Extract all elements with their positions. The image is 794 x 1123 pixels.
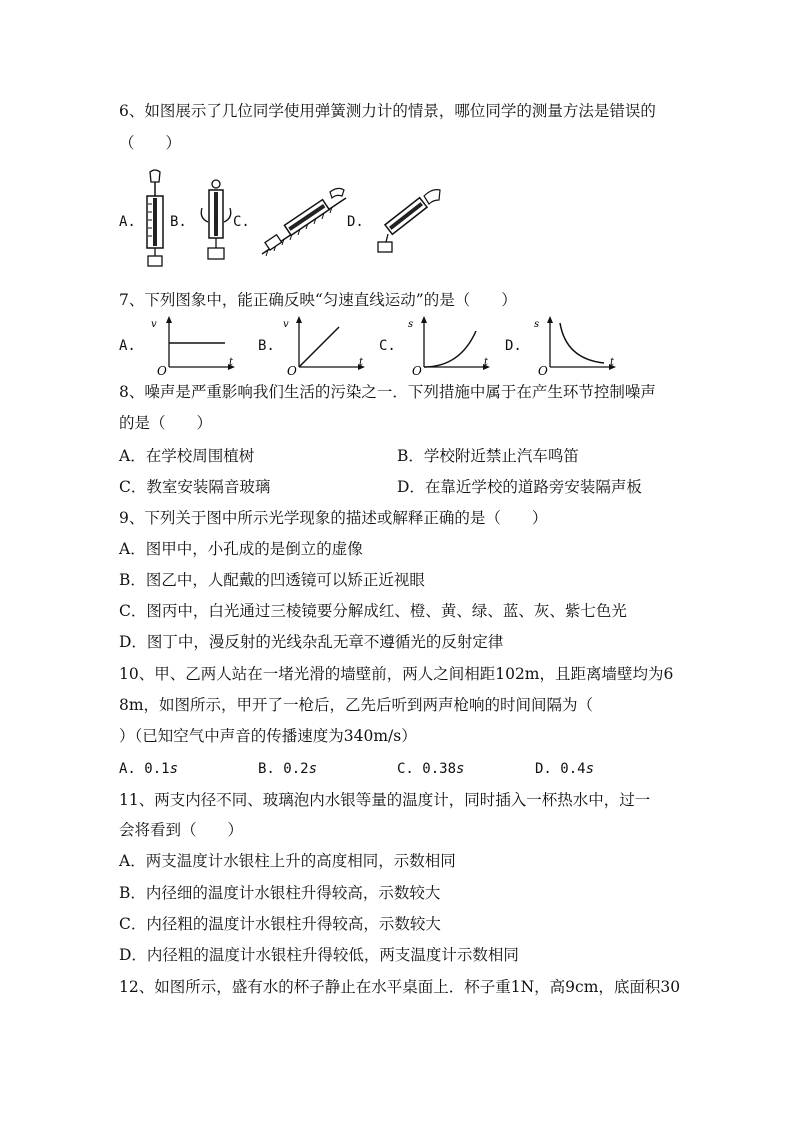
q7-graph-c-xlabel: t — [484, 357, 489, 368]
q9-option-c: C．图丙中，白光通过三棱镜要分解成红、橙、黄、绿、蓝、灰、紫七色光 — [119, 602, 627, 620]
q7-graph-b — [277, 313, 369, 375]
q7-graph-c-origin: O — [412, 364, 422, 375]
q7-graph-c — [402, 313, 494, 375]
q11-option-b: B．内径细的温度计水银柱升得较高，示数较大 — [119, 884, 441, 902]
q11-stem-line1: 11、两支内径不同、玻璃泡内水银等量的温度计，同时插入一杯热水中，过一 — [119, 791, 651, 809]
spring-scale-d-figure — [374, 180, 444, 260]
q10-option-b: B. 0.2s — [258, 761, 318, 777]
q10-option-a: A. 0.1s — [119, 761, 179, 777]
q10-stem-line1: 10、甲、乙两人站在一堵光滑的墙壁前，两人之间相距102m，且距离墙壁均为6 — [119, 665, 674, 683]
q7-graph-a-xlabel: t — [229, 357, 234, 368]
q7-graph-d-ylabel: s — [534, 319, 540, 330]
q7-graph-b-xlabel: t — [359, 357, 364, 368]
q8-option-a: A．在学校周围植树 — [119, 447, 255, 465]
q7-graph-a — [147, 313, 239, 375]
q10-stem-line2: 8m，如图所示，甲开了一枪后，乙先后听到两声枪响的时间间隔为（ — [119, 696, 594, 714]
q6-label-d: D. — [347, 214, 364, 230]
q9-option-b: B．图乙中，人配戴的凹透镜可以矫正近视眼 — [119, 571, 425, 589]
spring-scale-a-figure — [138, 168, 172, 270]
q8-stem-line2: 的是（ ） — [119, 414, 213, 432]
q7-graph-b-origin: O — [287, 364, 297, 375]
q9-stem: 9、下列关于图中所示光学现象的描述或解释正确的是（ ） — [119, 509, 548, 527]
q6-label-a: A. — [119, 214, 136, 230]
q7-graph-d-origin: O — [538, 364, 548, 375]
spring-scale-c-figure — [258, 178, 350, 260]
q6-stem: 6、如图展示了几位同学使用弹簧测力计的情景，哪位同学的测量方法是错误的 — [119, 102, 656, 120]
q6-label-c: C. — [233, 214, 250, 230]
q11-option-a: A．两支温度计水银柱上升的高度相同，示数相同 — [119, 852, 456, 870]
q9-option-d: D．图丁中，漫反射的光线杂乱无章不遵循光的反射定律 — [119, 633, 504, 651]
q8-option-d: D．在靠近学校的道路旁安装隔声板 — [397, 478, 642, 496]
q6-paren: （ ） — [119, 134, 182, 152]
spring-scale-b-figure — [198, 178, 234, 262]
q7-graph-d — [528, 313, 620, 375]
q9-option-a: A．图甲中，小孔成的是倒立的虚像 — [119, 540, 363, 558]
q7-graph-c-ylabel: s — [408, 319, 414, 330]
q8-option-c: C．教室安装隔音玻璃 — [119, 478, 271, 496]
q7-label-c: C. — [379, 338, 396, 354]
q7-label-d: D. — [505, 338, 522, 354]
q7-graph-a-origin: O — [157, 364, 167, 375]
q11-option-d: D．内径粗的温度计水银柱升得较低，两支温度计示数相同 — [119, 946, 519, 964]
q10-option-c: C. 0.38s — [397, 761, 465, 777]
q10-stem-line3: ）（已知空气中声音的传播速度为340m/s） — [119, 727, 417, 745]
q11-stem-line2: 会将看到（ ） — [119, 821, 244, 839]
q12-stem-line1: 12、如图所示，盛有水的杯子静止在水平桌面上．杯子重1N，高9cm，底面积30 — [119, 978, 681, 996]
q7-graph-a-ylabel: v — [151, 319, 157, 330]
q6-label-b: B. — [170, 214, 187, 230]
q10-option-d: D. 0.4s — [535, 761, 595, 777]
q7-graph-b-ylabel: v — [283, 319, 289, 330]
q11-option-c: C．内径粗的温度计水银柱升得较高，示数较大 — [119, 915, 441, 933]
q7-label-a: A. — [119, 338, 136, 354]
q8-stem-line1: 8、噪声是严重影响我们生活的污染之一．下列措施中属于在产生环节控制噪声 — [119, 383, 656, 401]
q8-option-b: B．学校附近禁止汽车鸣笛 — [397, 447, 579, 465]
q7-stem: 7、下列图象中，能正确反映“匀速直线运动”的是（ ） — [119, 291, 517, 309]
q7-label-b: B. — [258, 338, 275, 354]
q7-graph-d-xlabel: t — [610, 357, 615, 368]
